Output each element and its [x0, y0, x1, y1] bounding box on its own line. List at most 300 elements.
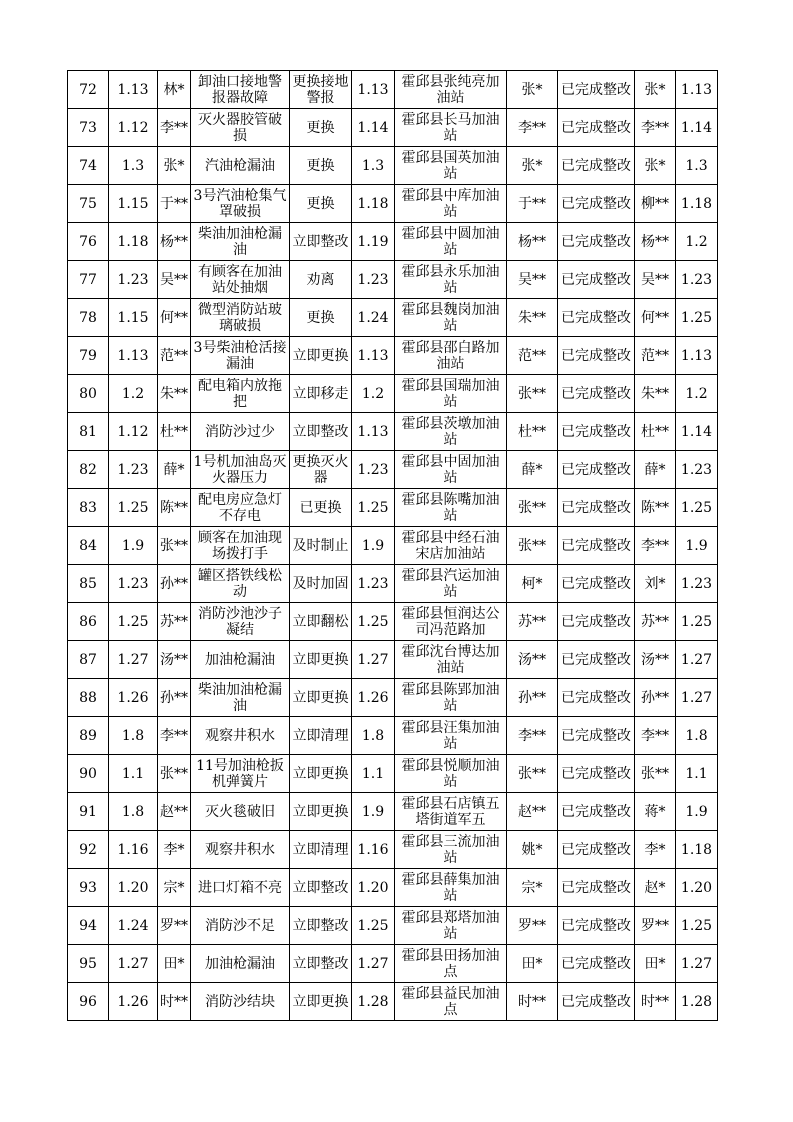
- found-date-cell: 1.23: [109, 261, 158, 299]
- issue-cell: 11号加油枪扳机弹簧片: [191, 755, 290, 793]
- row-number-cell: 84: [68, 527, 109, 565]
- status-cell: 已完成整改: [558, 489, 635, 527]
- station-cell: 霍邱县陈郢加油站: [395, 679, 507, 717]
- row-number-cell: 82: [68, 451, 109, 489]
- row-number-cell: 87: [68, 641, 109, 679]
- fixed-date-cell: 1.27: [352, 945, 395, 983]
- responsible-cell: 薛*: [507, 451, 558, 489]
- status-cell: 已完成整改: [558, 793, 635, 831]
- found-date-cell: 1.27: [109, 641, 158, 679]
- checker-cell: 薛*: [635, 451, 676, 489]
- table-row: [68, 641, 718, 679]
- status-cell: 已完成整改: [558, 945, 635, 983]
- station-cell: 霍邱县国瑞加油站: [395, 375, 507, 413]
- table-body: [68, 71, 718, 1021]
- status-cell: 已完成整改: [558, 109, 635, 147]
- checker-cell: 李*: [635, 831, 676, 869]
- station-cell: 霍邱县中固加油站: [395, 451, 507, 489]
- table-row: [68, 489, 718, 527]
- reporter-cell: 张**: [158, 527, 191, 565]
- checker-cell: 何**: [635, 299, 676, 337]
- responsible-cell: 吴**: [507, 261, 558, 299]
- station-cell: 霍邱县长马加油站: [395, 109, 507, 147]
- responsible-cell: 杜**: [507, 413, 558, 451]
- found-date-cell: 1.26: [109, 983, 158, 1021]
- station-cell: 霍邱县悦顺加油站: [395, 755, 507, 793]
- reporter-cell: 李*: [158, 831, 191, 869]
- reporter-cell: 朱**: [158, 375, 191, 413]
- fixed-date-cell: 1.18: [352, 185, 395, 223]
- status-cell: 已完成整改: [558, 755, 635, 793]
- checker-cell: 李**: [635, 527, 676, 565]
- responsible-cell: 杨**: [507, 223, 558, 261]
- status-cell: 已完成整改: [558, 223, 635, 261]
- station-cell: 霍邱县石店镇五塔街道军五: [395, 793, 507, 831]
- station-cell: 霍邱县张纯亮加油站: [395, 71, 507, 109]
- row-number-cell: 90: [68, 755, 109, 793]
- reporter-cell: 李**: [158, 109, 191, 147]
- row-number-cell: 92: [68, 831, 109, 869]
- checker-cell: 张**: [635, 755, 676, 793]
- fixed-date-cell: 1.13: [352, 337, 395, 375]
- table-row: [68, 527, 718, 565]
- station-cell: 霍邱沈台博达加油站: [395, 641, 507, 679]
- responsible-cell: 时**: [507, 983, 558, 1021]
- fixed-date-cell: 1.23: [352, 261, 395, 299]
- issue-cell: 柴油加油枪漏油: [191, 223, 290, 261]
- checked-date-cell: 1.23: [676, 565, 718, 603]
- status-cell: 已完成整改: [558, 413, 635, 451]
- reporter-cell: 张*: [158, 147, 191, 185]
- issue-cell: 柴油加油枪漏油: [191, 679, 290, 717]
- responsible-cell: 罗**: [507, 907, 558, 945]
- responsible-cell: 范**: [507, 337, 558, 375]
- measure-cell: 立即整改: [290, 223, 352, 261]
- measure-cell: 已更换: [290, 489, 352, 527]
- station-cell: 霍邱县永乐加油站: [395, 261, 507, 299]
- row-number-cell: 89: [68, 717, 109, 755]
- table-row: [68, 983, 718, 1021]
- issue-cell: 消防沙不足: [191, 907, 290, 945]
- inspection-table: [67, 70, 718, 1021]
- station-cell: 霍邱县田扬加油点: [395, 945, 507, 983]
- found-date-cell: 1.8: [109, 717, 158, 755]
- table-row: [68, 147, 718, 185]
- row-number-cell: 72: [68, 71, 109, 109]
- status-cell: 已完成整改: [558, 603, 635, 641]
- fixed-date-cell: 1.25: [352, 907, 395, 945]
- reporter-cell: 时**: [158, 983, 191, 1021]
- responsible-cell: 苏**: [507, 603, 558, 641]
- checker-cell: 陈**: [635, 489, 676, 527]
- table-row: [68, 451, 718, 489]
- measure-cell: 立即移走: [290, 375, 352, 413]
- station-cell: 霍邱县中经石油宋店加油站: [395, 527, 507, 565]
- reporter-cell: 宗*: [158, 869, 191, 907]
- found-date-cell: 1.3: [109, 147, 158, 185]
- found-date-cell: 1.23: [109, 565, 158, 603]
- row-number-cell: 83: [68, 489, 109, 527]
- row-number-cell: 86: [68, 603, 109, 641]
- fixed-date-cell: 1.8: [352, 717, 395, 755]
- checked-date-cell: 1.25: [676, 489, 718, 527]
- row-number-cell: 91: [68, 793, 109, 831]
- checked-date-cell: 1.25: [676, 603, 718, 641]
- issue-cell: 罐区搭铁线松动: [191, 565, 290, 603]
- row-number-cell: 73: [68, 109, 109, 147]
- found-date-cell: 1.20: [109, 869, 158, 907]
- station-cell: 霍邱县益民加油点: [395, 983, 507, 1021]
- checked-date-cell: 1.28: [676, 983, 718, 1021]
- issue-cell: 进口灯箱不亮: [191, 869, 290, 907]
- station-cell: 霍邱县恒润达公司冯范路加: [395, 603, 507, 641]
- checked-date-cell: 1.9: [676, 793, 718, 831]
- checked-date-cell: 1.13: [676, 337, 718, 375]
- status-cell: 已完成整改: [558, 565, 635, 603]
- found-date-cell: 1.1: [109, 755, 158, 793]
- issue-cell: 微型消防站玻璃破损: [191, 299, 290, 337]
- checker-cell: 杨**: [635, 223, 676, 261]
- found-date-cell: 1.25: [109, 489, 158, 527]
- table-row: [68, 869, 718, 907]
- responsible-cell: 朱**: [507, 299, 558, 337]
- responsible-cell: 李**: [507, 109, 558, 147]
- row-number-cell: 81: [68, 413, 109, 451]
- reporter-cell: 吴**: [158, 261, 191, 299]
- reporter-cell: 孙**: [158, 565, 191, 603]
- found-date-cell: 1.15: [109, 299, 158, 337]
- checker-cell: 李**: [635, 109, 676, 147]
- fixed-date-cell: 1.1: [352, 755, 395, 793]
- measure-cell: 立即更换: [290, 641, 352, 679]
- fixed-date-cell: 1.14: [352, 109, 395, 147]
- found-date-cell: 1.26: [109, 679, 158, 717]
- measure-cell: 立即清理: [290, 831, 352, 869]
- found-date-cell: 1.2: [109, 375, 158, 413]
- row-number-cell: 75: [68, 185, 109, 223]
- fixed-date-cell: 1.3: [352, 147, 395, 185]
- table-row: [68, 223, 718, 261]
- station-cell: 霍邱县中库加油站: [395, 185, 507, 223]
- found-date-cell: 1.13: [109, 71, 158, 109]
- reporter-cell: 范**: [158, 337, 191, 375]
- row-number-cell: 88: [68, 679, 109, 717]
- measure-cell: 立即整改: [290, 869, 352, 907]
- status-cell: 已完成整改: [558, 869, 635, 907]
- status-cell: 已完成整改: [558, 527, 635, 565]
- fixed-date-cell: 1.9: [352, 793, 395, 831]
- station-cell: 霍邱县邵白路加油站: [395, 337, 507, 375]
- checked-date-cell: 1.18: [676, 831, 718, 869]
- issue-cell: 配电箱内放拖把: [191, 375, 290, 413]
- status-cell: 已完成整改: [558, 679, 635, 717]
- checker-cell: 时**: [635, 983, 676, 1021]
- checked-date-cell: 1.23: [676, 451, 718, 489]
- measure-cell: 立即翻松: [290, 603, 352, 641]
- found-date-cell: 1.13: [109, 337, 158, 375]
- table-row: [68, 603, 718, 641]
- station-cell: 霍邱县魏岗加油站: [395, 299, 507, 337]
- fixed-date-cell: 1.26: [352, 679, 395, 717]
- fixed-date-cell: 1.2: [352, 375, 395, 413]
- status-cell: 已完成整改: [558, 641, 635, 679]
- station-cell: 霍邱县中圆加油站: [395, 223, 507, 261]
- checked-date-cell: 1.2: [676, 375, 718, 413]
- reporter-cell: 田*: [158, 945, 191, 983]
- responsible-cell: 张*: [507, 147, 558, 185]
- issue-cell: 消防沙结块: [191, 983, 290, 1021]
- reporter-cell: 薛*: [158, 451, 191, 489]
- measure-cell: 及时加固: [290, 565, 352, 603]
- table-row: [68, 755, 718, 793]
- checked-date-cell: 1.25: [676, 907, 718, 945]
- issue-cell: 加油枪漏油: [191, 641, 290, 679]
- row-number-cell: 74: [68, 147, 109, 185]
- reporter-cell: 李**: [158, 717, 191, 755]
- table-row: [68, 831, 718, 869]
- reporter-cell: 张**: [158, 755, 191, 793]
- checker-cell: 吴**: [635, 261, 676, 299]
- fixed-date-cell: 1.25: [352, 603, 395, 641]
- issue-cell: 消防沙池沙子凝结: [191, 603, 290, 641]
- checked-date-cell: 1.3: [676, 147, 718, 185]
- station-cell: 霍邱县茨墩加油站: [395, 413, 507, 451]
- status-cell: 已完成整改: [558, 337, 635, 375]
- status-cell: 已完成整改: [558, 185, 635, 223]
- checked-date-cell: 1.27: [676, 945, 718, 983]
- checked-date-cell: 1.9: [676, 527, 718, 565]
- station-cell: 霍邱县国英加油站: [395, 147, 507, 185]
- row-number-cell: 95: [68, 945, 109, 983]
- measure-cell: 更换灭火器: [290, 451, 352, 489]
- checker-cell: 朱**: [635, 375, 676, 413]
- checker-cell: 杜**: [635, 413, 676, 451]
- issue-cell: 配电房应急灯不存电: [191, 489, 290, 527]
- measure-cell: 立即整改: [290, 907, 352, 945]
- table-row: [68, 261, 718, 299]
- checked-date-cell: 1.2: [676, 223, 718, 261]
- fixed-date-cell: 1.19: [352, 223, 395, 261]
- checker-cell: 蒋*: [635, 793, 676, 831]
- checker-cell: 刘*: [635, 565, 676, 603]
- status-cell: 已完成整改: [558, 261, 635, 299]
- table-row: [68, 299, 718, 337]
- checker-cell: 范**: [635, 337, 676, 375]
- checker-cell: 田*: [635, 945, 676, 983]
- row-number-cell: 77: [68, 261, 109, 299]
- station-cell: 霍邱县陈嘴加油站: [395, 489, 507, 527]
- reporter-cell: 孙**: [158, 679, 191, 717]
- checked-date-cell: 1.27: [676, 641, 718, 679]
- fixed-date-cell: 1.9: [352, 527, 395, 565]
- responsible-cell: 赵**: [507, 793, 558, 831]
- fixed-date-cell: 1.28: [352, 983, 395, 1021]
- responsible-cell: 汤**: [507, 641, 558, 679]
- responsible-cell: 张**: [507, 755, 558, 793]
- checked-date-cell: 1.25: [676, 299, 718, 337]
- issue-cell: 灭火器胶管破损: [191, 109, 290, 147]
- checked-date-cell: 1.20: [676, 869, 718, 907]
- found-date-cell: 1.8: [109, 793, 158, 831]
- found-date-cell: 1.27: [109, 945, 158, 983]
- table-row: [68, 793, 718, 831]
- found-date-cell: 1.23: [109, 451, 158, 489]
- responsible-cell: 李**: [507, 717, 558, 755]
- issue-cell: 灭火毯破旧: [191, 793, 290, 831]
- found-date-cell: 1.15: [109, 185, 158, 223]
- checker-cell: 柳**: [635, 185, 676, 223]
- measure-cell: 更换: [290, 185, 352, 223]
- status-cell: 已完成整改: [558, 299, 635, 337]
- checked-date-cell: 1.1: [676, 755, 718, 793]
- checked-date-cell: 1.23: [676, 261, 718, 299]
- checked-date-cell: 1.14: [676, 109, 718, 147]
- found-date-cell: 1.12: [109, 413, 158, 451]
- row-number-cell: 76: [68, 223, 109, 261]
- status-cell: 已完成整改: [558, 831, 635, 869]
- checker-cell: 赵*: [635, 869, 676, 907]
- checked-date-cell: 1.14: [676, 413, 718, 451]
- reporter-cell: 苏**: [158, 603, 191, 641]
- checked-date-cell: 1.18: [676, 185, 718, 223]
- issue-cell: 消防沙过少: [191, 413, 290, 451]
- measure-cell: 劝离: [290, 261, 352, 299]
- fixed-date-cell: 1.13: [352, 71, 395, 109]
- row-number-cell: 79: [68, 337, 109, 375]
- table-row: [68, 71, 718, 109]
- found-date-cell: 1.25: [109, 603, 158, 641]
- found-date-cell: 1.12: [109, 109, 158, 147]
- table-row: [68, 717, 718, 755]
- found-date-cell: 1.18: [109, 223, 158, 261]
- measure-cell: 及时制止: [290, 527, 352, 565]
- checker-cell: 罗**: [635, 907, 676, 945]
- row-number-cell: 85: [68, 565, 109, 603]
- responsible-cell: 张**: [507, 375, 558, 413]
- found-date-cell: 1.16: [109, 831, 158, 869]
- issue-cell: 3号柴油枪活接漏油: [191, 337, 290, 375]
- reporter-cell: 于**: [158, 185, 191, 223]
- measure-cell: 立即整改: [290, 413, 352, 451]
- measure-cell: 更换接地警报: [290, 71, 352, 109]
- responsible-cell: 田*: [507, 945, 558, 983]
- station-cell: 霍邱县薛集加油站: [395, 869, 507, 907]
- responsible-cell: 孙**: [507, 679, 558, 717]
- status-cell: 已完成整改: [558, 983, 635, 1021]
- status-cell: 已完成整改: [558, 71, 635, 109]
- responsible-cell: 柯*: [507, 565, 558, 603]
- issue-cell: 观察井积水: [191, 717, 290, 755]
- table-row: [68, 375, 718, 413]
- issue-cell: 卸油口接地警报器故障: [191, 71, 290, 109]
- fixed-date-cell: 1.23: [352, 451, 395, 489]
- fixed-date-cell: 1.24: [352, 299, 395, 337]
- station-cell: 霍邱县郑塔加油站: [395, 907, 507, 945]
- measure-cell: 更换: [290, 299, 352, 337]
- issue-cell: 汽油枪漏油: [191, 147, 290, 185]
- measure-cell: 立即更换: [290, 793, 352, 831]
- table-row: [68, 565, 718, 603]
- station-cell: 霍邱县三流加油站: [395, 831, 507, 869]
- issue-cell: 加油枪漏油: [191, 945, 290, 983]
- found-date-cell: 1.9: [109, 527, 158, 565]
- found-date-cell: 1.24: [109, 907, 158, 945]
- fixed-date-cell: 1.13: [352, 413, 395, 451]
- checker-cell: 张*: [635, 71, 676, 109]
- reporter-cell: 汤**: [158, 641, 191, 679]
- row-number-cell: 78: [68, 299, 109, 337]
- responsible-cell: 宗*: [507, 869, 558, 907]
- table-row: [68, 109, 718, 147]
- row-number-cell: 96: [68, 983, 109, 1021]
- table-row: [68, 907, 718, 945]
- fixed-date-cell: 1.20: [352, 869, 395, 907]
- table-row: [68, 679, 718, 717]
- station-cell: 霍邱县汽运加油站: [395, 565, 507, 603]
- issue-cell: 观察井积水: [191, 831, 290, 869]
- status-cell: 已完成整改: [558, 451, 635, 489]
- table-row: [68, 185, 718, 223]
- responsible-cell: 张*: [507, 71, 558, 109]
- checked-date-cell: 1.8: [676, 717, 718, 755]
- measure-cell: 立即更换: [290, 983, 352, 1021]
- row-number-cell: 93: [68, 869, 109, 907]
- checked-date-cell: 1.13: [676, 71, 718, 109]
- responsible-cell: 张**: [507, 489, 558, 527]
- reporter-cell: 杜**: [158, 413, 191, 451]
- status-cell: 已完成整改: [558, 375, 635, 413]
- responsible-cell: 姚*: [507, 831, 558, 869]
- measure-cell: 立即更换: [290, 679, 352, 717]
- checker-cell: 李**: [635, 717, 676, 755]
- issue-cell: 有顾客在加油站处抽烟: [191, 261, 290, 299]
- checker-cell: 苏**: [635, 603, 676, 641]
- reporter-cell: 杨**: [158, 223, 191, 261]
- row-number-cell: 94: [68, 907, 109, 945]
- table-row: [68, 413, 718, 451]
- measure-cell: 立即清理: [290, 717, 352, 755]
- measure-cell: 更换: [290, 147, 352, 185]
- measure-cell: 立即整改: [290, 945, 352, 983]
- reporter-cell: 林*: [158, 71, 191, 109]
- measure-cell: 立即更换: [290, 755, 352, 793]
- checker-cell: 张*: [635, 147, 676, 185]
- checked-date-cell: 1.27: [676, 679, 718, 717]
- status-cell: 已完成整改: [558, 147, 635, 185]
- responsible-cell: 张**: [507, 527, 558, 565]
- fixed-date-cell: 1.25: [352, 489, 395, 527]
- reporter-cell: 陈**: [158, 489, 191, 527]
- reporter-cell: 赵**: [158, 793, 191, 831]
- fixed-date-cell: 1.27: [352, 641, 395, 679]
- table-row: [68, 337, 718, 375]
- issue-cell: 1号机加油岛灭火器压力: [191, 451, 290, 489]
- measure-cell: 立即更换: [290, 337, 352, 375]
- fixed-date-cell: 1.16: [352, 831, 395, 869]
- reporter-cell: 罗**: [158, 907, 191, 945]
- measure-cell: 更换: [290, 109, 352, 147]
- issue-cell: 顾客在加油现场拨打手: [191, 527, 290, 565]
- reporter-cell: 何**: [158, 299, 191, 337]
- station-cell: 霍邱县汪集加油站: [395, 717, 507, 755]
- issue-cell: 3号汽油枪集气罩破损: [191, 185, 290, 223]
- fixed-date-cell: 1.23: [352, 565, 395, 603]
- checker-cell: 汤**: [635, 641, 676, 679]
- responsible-cell: 于**: [507, 185, 558, 223]
- table-row: [68, 945, 718, 983]
- status-cell: 已完成整改: [558, 907, 635, 945]
- row-number-cell: 80: [68, 375, 109, 413]
